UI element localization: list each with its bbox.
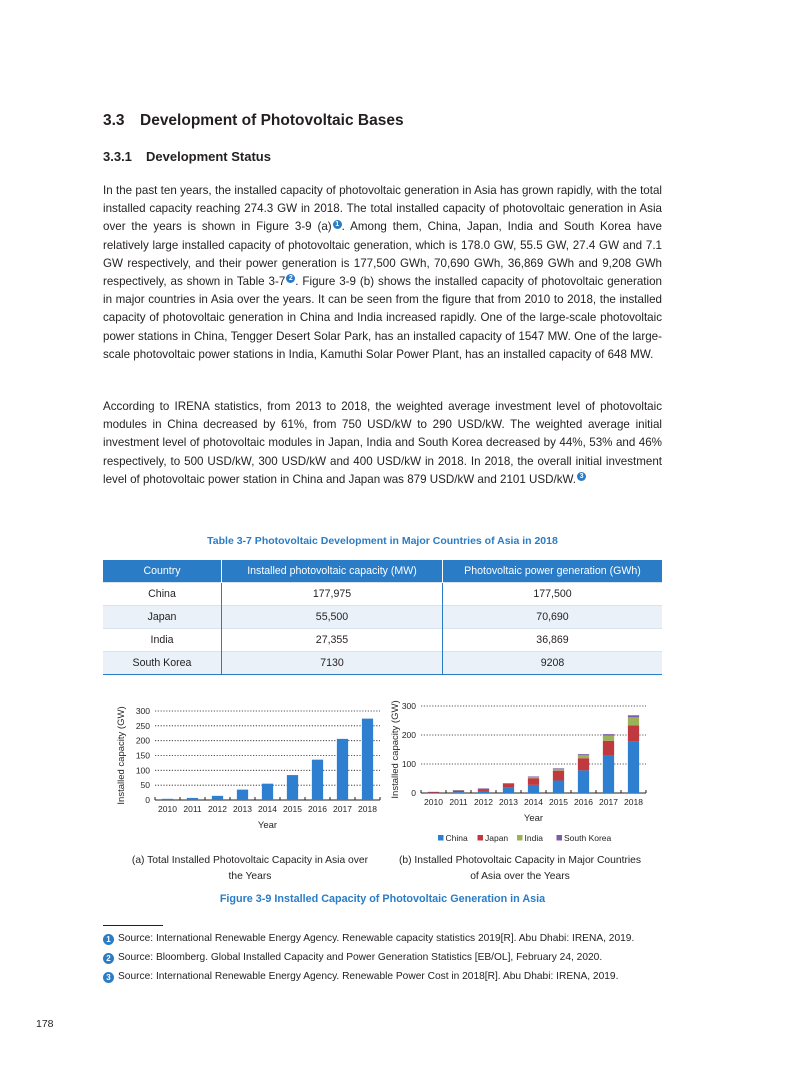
footnote-text: Source: Bloomberg. Global Installed Capacity and Power Generation Statistics [EB/OL], February 24, 2020.	[118, 952, 603, 963]
bar-segment-india	[628, 717, 639, 725]
legend-swatch-japan	[478, 835, 484, 841]
legend-label: South Korea	[564, 833, 612, 843]
bar-segment-japan	[478, 789, 489, 791]
x-tick-label: 2011	[183, 804, 202, 814]
x-tick-label: 2013	[233, 804, 252, 814]
paragraph-text: According to IRENA statistics, from 2013 to 2018, the weighted average investment level of photovoltaic modules in China decreased by 61%, from 750 USD/kW to 290 USD/kW. The weighted average initial investment level of photovoltaic modules in Japan, India and South Korea decreased by 44%, 53% and 46% respectively, to 500 USD/kW, 300 USD/kW and 400 USD/kW in 2018. In 2018, the overall initial investment level of photovoltaic power station in China and Japan was 879 USD/kW and 2101 USD/kW.	[103, 400, 662, 486]
cell-country: Japan	[103, 606, 222, 629]
subcaption-a-line1: (a) Total Installed Photovoltaic Capacity in Asia over	[131, 855, 369, 866]
cell-capacity: 27,355	[222, 629, 443, 652]
x-tick-label: 2010	[158, 804, 177, 814]
cell-generation: 9208	[443, 652, 663, 675]
x-tick-label: 2016	[308, 804, 327, 814]
bar	[262, 784, 273, 800]
bar-segment-japan	[453, 791, 464, 792]
subsection-title: Development Status	[146, 149, 271, 164]
pv-development-table	[103, 560, 662, 675]
footnote-3	[103, 968, 618, 986]
subcaption-b-line1: (b) Installed Photovoltaic Capacity in Major Countries	[398, 855, 642, 866]
bar-segment-china	[453, 792, 464, 793]
table-row	[103, 629, 662, 652]
bar-segment-japan	[628, 725, 639, 741]
legend-label: China	[445, 833, 468, 843]
bar	[287, 775, 298, 800]
section-title: Development of Photovoltaic Bases	[140, 112, 404, 129]
bar-segment-india	[603, 736, 614, 741]
x-tick-label: 2018	[358, 804, 377, 814]
bar-segment-india	[553, 769, 564, 770]
legend-label: Japan	[485, 833, 509, 843]
x-tick-label: 2014	[524, 797, 543, 807]
subsection-number: 3.3.1	[103, 149, 132, 164]
page-number: 178	[36, 1018, 54, 1030]
bar-segment-south-korea	[578, 754, 589, 755]
footnote-marker-icon: 3	[103, 972, 114, 983]
y-axis-label: Installed capacity (GW)	[390, 700, 401, 799]
bar-segment-japan	[553, 771, 564, 781]
footnote-2	[103, 949, 602, 967]
bar-segment-india	[578, 755, 589, 758]
bar-segment-south-korea	[553, 768, 564, 769]
bar-segment-china	[528, 785, 539, 793]
footnote-marker-icon: 2	[103, 953, 114, 964]
cell-country: South Korea	[103, 652, 222, 675]
chart-b-country-capacity	[388, 695, 668, 850]
cell-capacity: 55,500	[222, 606, 443, 629]
subcaption-a-line2: the Years	[228, 871, 272, 882]
figure-caption: Figure 3-9 Installed Capacity of Photovoltaic Generation in Asia	[219, 893, 546, 905]
footnote-text: Source: International Renewable Energy Agency. Renewable capacity statistics 2019[R]. Abu Dhabi: IRENA, 2019.	[118, 933, 635, 944]
table-caption: Table 3-7 Photovoltaic Development in Major Countries of Asia in 2018	[207, 535, 558, 547]
table-row	[103, 652, 662, 675]
y-axis-label: Installed capacity (GW)	[116, 706, 127, 805]
bar	[162, 799, 173, 800]
footnote-ref-2[interactable]: 2	[286, 274, 295, 283]
bar-segment-south-korea	[503, 783, 514, 784]
chart-b-svg	[388, 695, 668, 850]
bar-segment-south-korea	[628, 715, 639, 717]
y-tick-label: 50	[140, 780, 150, 791]
bar-segment-south-korea	[528, 776, 539, 777]
legend-swatch-south-korea	[557, 835, 563, 841]
y-tick-label: 300	[401, 701, 416, 711]
bar-segment-japan	[428, 792, 439, 793]
bar-segment-south-korea	[478, 788, 489, 789]
y-tick-label: 0	[411, 788, 416, 798]
bar	[312, 760, 323, 800]
x-tick-label: 2018	[624, 797, 643, 807]
cell-generation: 36,869	[443, 629, 663, 652]
bar	[337, 739, 348, 800]
cell-generation: 177,500	[443, 583, 663, 606]
y-tick-label: 100	[135, 765, 150, 776]
y-tick-label: 200	[401, 730, 416, 740]
y-tick-label: 250	[135, 720, 150, 731]
x-tick-label: 2015	[549, 797, 568, 807]
chart-a-svg	[110, 695, 390, 840]
x-tick-label: 2010	[424, 797, 443, 807]
paragraph-text: . Among them, China, Japan, India and South Korea have relatively large installed capacity of photovoltaic generation, which is 178.0 GW, 55.5 GW, 27.4 GW and 7.1 GW respectively, and their power generation is 177,500 GWh, 70,690 GWh, 36,869 GWh and 9,208 GWh respectively, as shown in Table 3-7	[103, 220, 662, 289]
bar-segment-japan	[503, 784, 514, 788]
x-tick-label: 2016	[574, 797, 593, 807]
legend-label: India	[524, 833, 543, 843]
bar	[237, 790, 248, 800]
y-tick-label: 100	[401, 759, 416, 769]
subcaption-b	[385, 853, 655, 885]
y-tick-label: 200	[135, 735, 150, 746]
bar-segment-china	[603, 755, 614, 793]
table-row	[103, 583, 662, 606]
bar-segment-china	[478, 791, 489, 793]
col-header-capacity: Installed photovoltaic capacity (MW)	[222, 560, 443, 583]
x-tick-label: 2013	[499, 797, 518, 807]
section-number: 3.3	[103, 112, 125, 129]
bar	[362, 719, 373, 800]
x-axis-label: Year	[257, 820, 278, 831]
subcaption-b-line2: of Asia over the Years	[470, 871, 570, 882]
bar-segment-india	[528, 777, 539, 778]
footnote-ref-3[interactable]: 3	[577, 472, 586, 481]
subcaption-a	[115, 853, 385, 885]
bar-segment-china	[503, 788, 514, 793]
x-tick-label: 2012	[208, 804, 227, 814]
cell-generation: 70,690	[443, 606, 663, 629]
bar	[187, 798, 198, 800]
bar-segment-china	[553, 781, 564, 793]
bar-segment-japan	[578, 758, 589, 770]
subsection-heading	[103, 149, 271, 164]
footnote-divider	[103, 925, 163, 926]
x-tick-label: 2017	[599, 797, 618, 807]
x-tick-label: 2012	[474, 797, 493, 807]
legend-swatch-china	[438, 835, 444, 841]
footnote-text: Source: International Renewable Energy Agency. Renewable Power Cost in 2018[R]. Abu Dhabi: IRENA, 2019.	[118, 971, 619, 982]
cell-country: China	[103, 583, 222, 606]
bar-segment-japan	[603, 741, 614, 755]
paragraph-development-status	[103, 182, 662, 364]
bar	[212, 796, 223, 800]
y-tick-label: 0	[145, 795, 150, 805]
footnote-marker-icon: 1	[103, 934, 114, 945]
table-row	[103, 606, 662, 629]
cell-country: India	[103, 629, 222, 652]
bar-segment-china	[578, 770, 589, 793]
x-axis-label: Year	[523, 813, 544, 824]
section-heading	[103, 112, 404, 130]
bar-segment-south-korea	[603, 734, 614, 735]
table-header-row	[103, 560, 662, 583]
col-header-generation: Photovoltaic power generation (GWh)	[443, 560, 663, 583]
paragraph-investment	[103, 398, 662, 489]
cell-capacity: 7130	[222, 652, 443, 675]
bar-segment-south-korea	[453, 790, 464, 791]
x-tick-label: 2011	[449, 797, 468, 807]
col-header-country: Country	[103, 560, 222, 583]
x-tick-label: 2014	[258, 804, 277, 814]
y-tick-label: 150	[135, 750, 150, 761]
cell-capacity: 177,975	[222, 583, 443, 606]
x-tick-label: 2017	[333, 804, 352, 814]
y-tick-label: 300	[135, 706, 150, 716]
paragraph-text: . Figure 3-9 (b) shows the installed capacity of photovoltaic generation in major countries in Asia over the years. It can be seen from the figure that from 2010 to 2018, the installed capacity of photovoltaic generation in China and India increased rapidly. One of the large-scale photovoltaic power stations in China, Tengger Desert Solar Park, has an installed capacity of 1547 MW. One of the large-scale photovoltaic power stations in India, Kamuthi Solar Power Plant, has an installed capacity of 648 MW.	[103, 275, 662, 361]
x-tick-label: 2015	[283, 804, 302, 814]
paragraph-text: In the past ten years, the installed capacity of photovoltaic generation in Asia has grown rapidly, with the total installed capacity reaching 274.3 GW in 2018. The total installed capacity of photovoltaic generation in Asia over the years is shown in Figure 3-9 (a)	[103, 184, 662, 234]
footnote-1	[103, 930, 634, 948]
chart-a-total-capacity	[110, 695, 390, 840]
bar-segment-china	[628, 741, 639, 793]
footnote-ref-1[interactable]: 1	[333, 220, 342, 229]
legend-swatch-india	[517, 835, 523, 841]
bar-segment-japan	[528, 778, 539, 785]
bar-segment-china	[428, 793, 439, 794]
